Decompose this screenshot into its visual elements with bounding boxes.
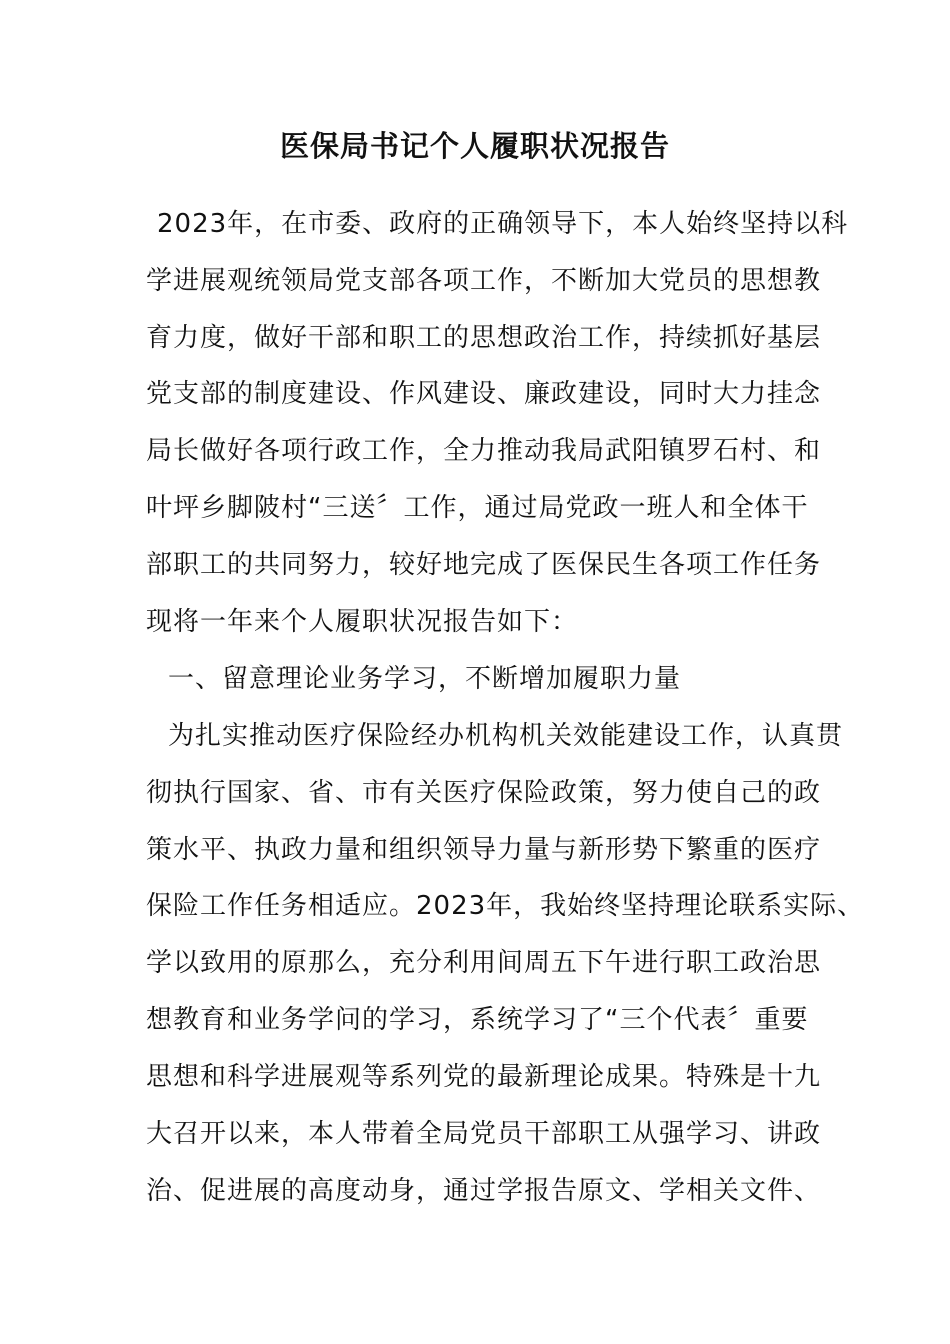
paragraph-line: 彻执行国家、省、市有关医疗保险政策，努力使自己的政 — [146, 778, 822, 808]
paragraph-line: 保险工作任务相适应。2023年，我始终坚持理论联系实际、 — [146, 891, 865, 921]
paragraph-line: 为扎实推动医疗保险经办机构机关效能建设工作，认真贯 — [168, 721, 844, 751]
paragraph-line: 学以致用的原那么，充分利用间周五下午进行职工政治思 — [146, 948, 822, 978]
paragraph-line: 部职工的共同努力，较好地完成了医保民生各项工作任务 — [146, 550, 822, 580]
paragraph-line: 2023年，在市委、政府的正确领导下，本人始终坚持以科 — [157, 209, 849, 239]
paragraph-line: 现将一年来个人履职状况报告如下： — [146, 607, 579, 637]
paragraph-line: 策水平、执政力量和组织领导力量与新形势下繁重的医疗 — [146, 835, 822, 865]
paragraph-line: 想教育和业务学问的学习，系统学习了“三个代表〞重要 — [146, 1005, 809, 1035]
paragraph-line: 治、促进展的高度动身，通过学报告原文、学相关文件、 — [146, 1176, 822, 1206]
paragraph-line: 思想和科学进展观等系列党的最新理论成果。特殊是十九 — [146, 1062, 822, 1092]
paragraph-line: 党支部的制度建设、作风建设、廉政建设，同时大力挂念 — [146, 379, 822, 409]
paragraph-line: 局长做好各项行政工作，全力推动我局武阳镇罗石村、和 — [146, 436, 822, 466]
paragraph-line: 育力度，做好干部和职工的思想政治工作，持续抓好基层 — [146, 323, 822, 353]
paragraph-line: 学进展观统领局党支部各项工作，不断加大党员的思想教 — [146, 266, 822, 296]
document-title: 医保局书记个人履职状况报告 — [279, 129, 670, 163]
paragraph-line: 大召开以来，本人带着全局党员干部职工从强学习、讲政 — [146, 1119, 822, 1149]
paragraph-line: 叶坪乡脚陂村“三送〞工作，通过局党政一班人和全体干 — [146, 493, 809, 523]
section-heading: 一、留意理论业务学习，不断增加履职力量 — [168, 664, 682, 694]
